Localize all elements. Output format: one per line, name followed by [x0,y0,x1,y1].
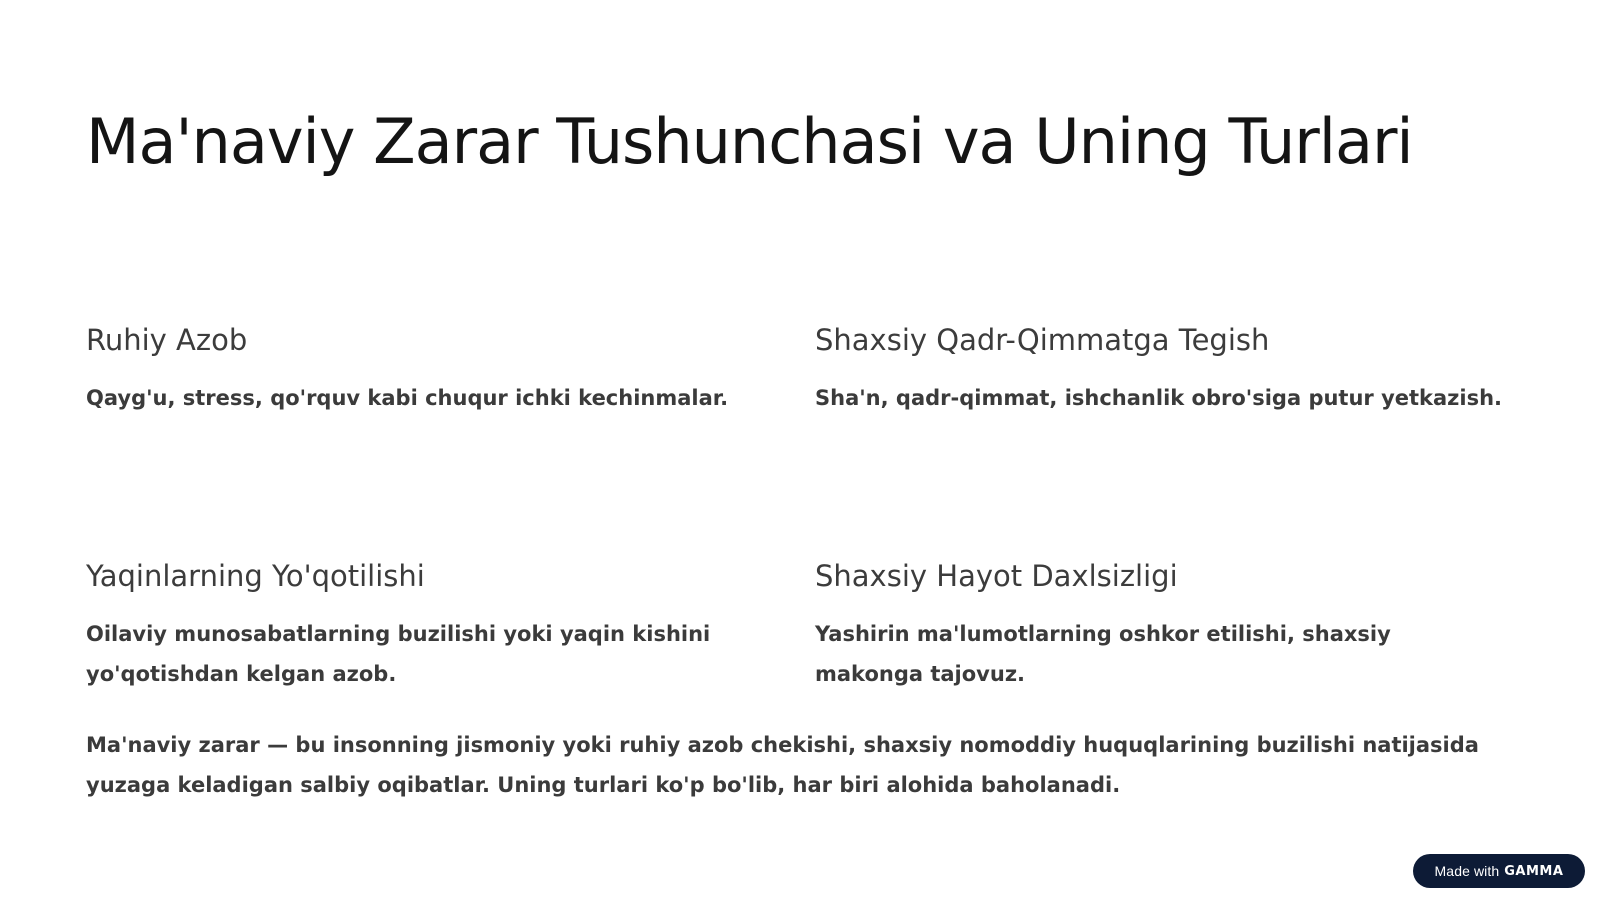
card-text: Qayg'u, stress, qo'rquv kabi chuqur ichki kechinmalar. [86,386,729,410]
card-shaxsiy-hayot-daxlsizligi [815,558,1505,694]
card-ruhiy-azob [86,322,776,418]
card-shaxsiy-qadr-qimmat [815,322,1575,418]
card-yaqinlarning-yoqotilishi [86,558,776,694]
badge-made-with-label: Made with [1434,863,1500,879]
card-title: Yaqinlarning Yo'qotilishi [86,559,425,593]
gamma-logo: GAMMA [1504,863,1564,879]
card-title: Shaxsiy Qadr-Qimmatga Tegish [815,323,1270,357]
card-text: Yashirin ma'lumotlarning oshkor etilishi, shaxsiy makonga tajovuz. [815,622,1391,686]
slide-summary: Ma'naviy zarar — bu insonning jismoniy yoki ruhiy azob chekishi, shaxsiy nomoddiy huquqlarining buzilishi natijasida yuzaga keladigan salbiy oqibatlar. Uning turlari ko'p bo'lib, har biri alohida baholanadi. [86,733,1479,797]
card-text: Sha'n, qadr-qimmat, ishchanlik obro'siga putur yetkazish. [815,386,1503,410]
card-text: Oilaviy munosabatlarning buzilishi yoki yaqin kishini yo'qotishdan kelgan azob. [86,622,711,686]
slide-title: Ma'naviy Zarar Tushunchasi va Uning Turlari [86,105,1413,178]
card-title: Ruhiy Azob [86,323,248,357]
made-with-gamma-badge[interactable] [1413,854,1585,888]
card-title: Shaxsiy Hayot Daxlsizligi [815,559,1178,593]
